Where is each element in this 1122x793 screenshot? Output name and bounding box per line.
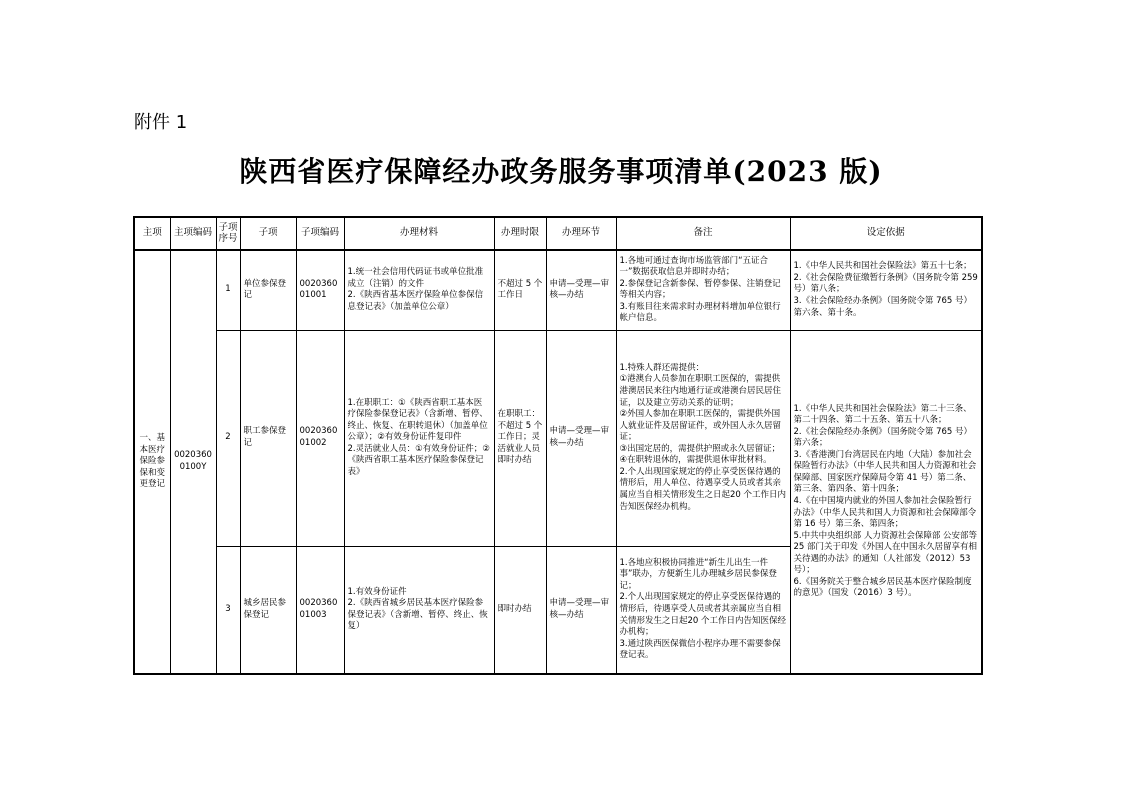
table-row [134, 250, 982, 330]
process-cell: 申请—受理—审核—办结 [546, 250, 616, 330]
time-limit-cell: 在职职工：不超过 5 个工作日；灵活就业人员即时办结 [494, 330, 546, 546]
basis-cell: 1.《中华人民共和国社会保险法》第五十七条； 2.《社会保险费征缴暂行条例》（国务院令第 259 号）第八条； 3.《社会保险经办条例》（国务院令第 765 号）第六条、第十条。 [790, 250, 982, 330]
attachment-label: 附件 1 [134, 112, 188, 133]
header-main-item: 主项 [134, 217, 170, 250]
sub-item-cell: 单位参保登记 [240, 250, 296, 330]
sub-code-cell: 002036001003 [296, 546, 344, 674]
materials-cell: 1.统一社会信用代码证书或单位批准成立（注销）的文件 2.《陕西省基本医疗保险单位参保信息登记表》（加盖单位公章） [344, 250, 494, 330]
process-cell: 申请—受理—审核—办结 [546, 330, 616, 546]
materials-cell: 1.有效身份证件 2.《陕西省城乡居民基本医疗保险参保登记表》（含新增、暂停、终止、恢复） [344, 546, 494, 674]
remarks-cell: 1.特殊人群还需提供： ①港澳台人员参加在职职工医保的，需提供港澳居民来往内地通行证或港澳台居民居住证，以及建立劳动关系的证明； ②外国人参加在职职工医保的，需提供外国人就业证件及居留证件，或外国人永久居留证； ③出国定居的，需提供护照或永久居留证； ④在职转退休的，需提供退休审批材料。 2.个人出现国家规定的停止享受医保待遇的情形后，用人单位、待遇享受人员或者其亲属应当自相关情形发生之日起20 个工作日内告知医保经办机构。 [616, 330, 790, 546]
sub-item-cell: 职工参保登记 [240, 330, 296, 546]
sub-number-cell: 3 [216, 546, 240, 674]
materials-cell: 1.在职职工：①《陕西省职工基本医疗保险参保登记表》（含新增、暂停、终止、恢复、在职转退休）（加盖单位公章）；②有效身份证件复印件 2.灵活就业人员：①有效身份证件；②《陕西省职工基本医疗保险参保登记表》 [344, 330, 494, 546]
basis-cell-merged: 1.《中华人民共和国社会保险法》第二十三条、第二十四条、第二十五条、第五十八条； 2.《社会保险经办条例》（国务院令第 765 号）第六条； 3.《香港澳门台湾居民在内地（大陆）参加社会保险暂行办法》（中华人民共和国人力资源和社会保障部、国家医疗保障局令第 41 号）第二条、第三条、第四条、第十四条； 4.《在中国境内就业的外国人参加社会保险暂行办法》（中华人民共和国人力资源和社会保障部令第 16 号）第三条、第四条； 5.中共中央组织部 人力资源社会保障部 公安部等 25 部门关于印发《外国人在中国永久居留享有相关待遇的办法》的通知（人社部发（2012）53 号）； 6.《国务院关于整合城乡居民基本医疗保险制度的意见》（国发（2016）3 号）。 [790, 330, 982, 674]
time-limit-cell: 即时办结 [494, 546, 546, 674]
document-title: 陕西省医疗保障经办政务服务事项清单(2023 版) [239, 155, 883, 188]
remarks-cell: 1.各地应积极协同推进“新生儿出生一件事”联办，方便新生儿办理城乡居民参保登记； 2.个人出现国家规定的停止享受医保待遇的情形后，待遇享受人员或者其亲属应当自相关情形发生之日起20 个工作日内告知医保经办机构； 3.通过陕西医保微信小程序办理不需要参保登记表。 [616, 546, 790, 674]
sub-code-cell: 002036001001 [296, 250, 344, 330]
header-process: 办理环节 [546, 217, 616, 250]
sub-item-cell: 城乡居民参保登记 [240, 546, 296, 674]
remarks-cell: 1.各地可通过查询市场监管部门“五证合一”数据获取信息并即时办结； 2.参保登记含新参保、暂停参保、注销登记等相关内容； 3.有账目往来需求时办理材料增加单位银行帐户信息。 [616, 250, 790, 330]
header-sub-code: 子项编码 [296, 217, 344, 250]
process-cell: 申请—受理—审核—办结 [546, 546, 616, 674]
header-materials: 办理材料 [344, 217, 494, 250]
header-basis: 设定依据 [790, 217, 982, 250]
table-row [134, 330, 982, 546]
sub-number-cell: 2 [216, 330, 240, 546]
header-sub-item: 子项 [240, 217, 296, 250]
sub-code-cell: 002036001002 [296, 330, 344, 546]
service-items-table [133, 216, 983, 675]
main-item-cell: 一、基本医疗保险参保和变更登记 [134, 250, 170, 674]
table-header-row [134, 217, 982, 250]
header-main-code: 主项编码 [170, 217, 216, 250]
time-limit-cell: 不超过 5 个工作日 [494, 250, 546, 330]
main-code-cell: 00203600100Y [170, 250, 216, 674]
header-time-limit: 办理时限 [494, 217, 546, 250]
header-remarks: 备注 [616, 217, 790, 250]
header-sub-number: 子项 序号 [216, 217, 240, 250]
sub-number-cell: 1 [216, 250, 240, 330]
